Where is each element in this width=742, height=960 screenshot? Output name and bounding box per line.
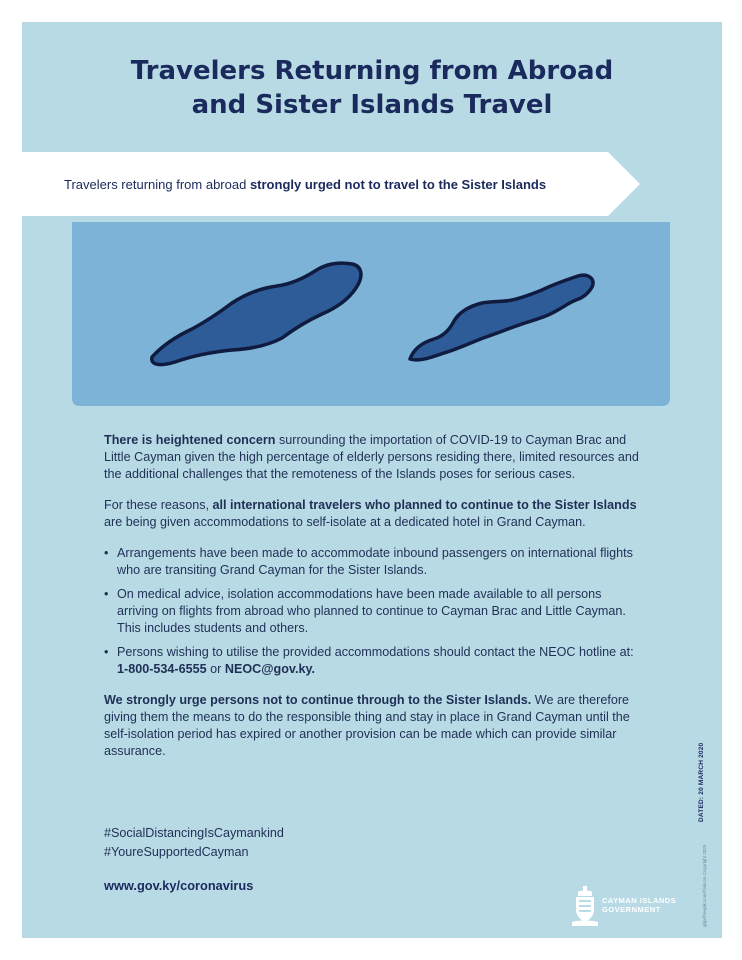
- poster-panel: [22, 22, 722, 938]
- contact-email: NEOC@gov.ky.: [224, 662, 316, 676]
- logo-text: [602, 896, 676, 914]
- logo-line-1: CAYMAN ISLANDS: [602, 896, 677, 905]
- contact-text: Persons wishing to utilise the provided accommodations should contact the NEOC hotline at:: [117, 645, 634, 659]
- bullet-medical-advice: • On medical advice, isolation accommodations have been made available to all persons arriving on flights from abroad who planned to continue to Cayman Brac and Little Cayman. This includes students and others.: [104, 586, 644, 637]
- hashtag-social-distancing: #SocialDistancingIsCaymankind: [104, 826, 284, 840]
- map-sea: [72, 222, 670, 406]
- urge-bold: We strongly urge persons not to continue through to the Sister Islands.: [104, 693, 532, 707]
- website-link[interactable]: www.gov.ky/coronavirus: [104, 878, 254, 893]
- contact-or: or: [206, 662, 225, 676]
- hotline-phone: 1-800-534-6555: [117, 662, 207, 676]
- banner-text-plain: Travelers returning from abroad: [64, 177, 250, 192]
- reasons-start: For these reasons,: [104, 498, 213, 512]
- paragraph-urge: [104, 692, 644, 760]
- title-line-2: and Sister Islands Travel: [191, 90, 553, 120]
- image-credit: ghpr/freepik.com/Flaticon Copyright 2020: [702, 844, 707, 927]
- bullet-contact: [104, 644, 644, 678]
- reasons-rest: are being given accommodations to self-isolate at a dedicated hotel in Grand Cayman.: [104, 515, 586, 529]
- coat-of-arms-icon: [570, 884, 600, 928]
- hashtag-supported: #YoureSupportedCayman: [104, 845, 249, 859]
- paragraph-concern: [104, 432, 644, 483]
- concern-bold: There is heightened concern: [104, 433, 276, 447]
- logo-line-2: GOVERNMENT: [602, 905, 661, 914]
- reasons-bold: all international travelers who planned to continue to the Sister Islands: [212, 498, 637, 512]
- sister-islands-map: [72, 186, 670, 406]
- body-text: [104, 432, 644, 774]
- bullet-list: [104, 545, 644, 678]
- page-title: [22, 54, 722, 122]
- concern-text: surrounding the importation of COVID-19 to Cayman Brac and Little Cayman given the high percentage of elderly persons residing there, limited resources and the additional challenges that the remoteness of the Islands poses for serious cases.: [104, 433, 639, 481]
- dated-label: DATED: 20 MARCH 2020: [698, 742, 705, 822]
- hashtags: [104, 824, 284, 862]
- bullet-arrangements: • Arrangements have been made to accommodate inbound passengers on international flights who are transiting Grand Cayman for the Sister Islands.: [104, 545, 644, 579]
- paragraph-reasons: [104, 497, 644, 531]
- government-logo: [570, 884, 700, 934]
- banner-text-bold: strongly urged not to travel to the Sister Islands: [249, 177, 547, 192]
- title-line-1: Travelers Returning from Abroad: [130, 56, 614, 86]
- urge-text: We are therefore giving them the means to do the responsible thing and stay in place in Grand Cayman until the self-isolation period has expired or another provision can be made which can provide similar assurance.: [104, 693, 630, 758]
